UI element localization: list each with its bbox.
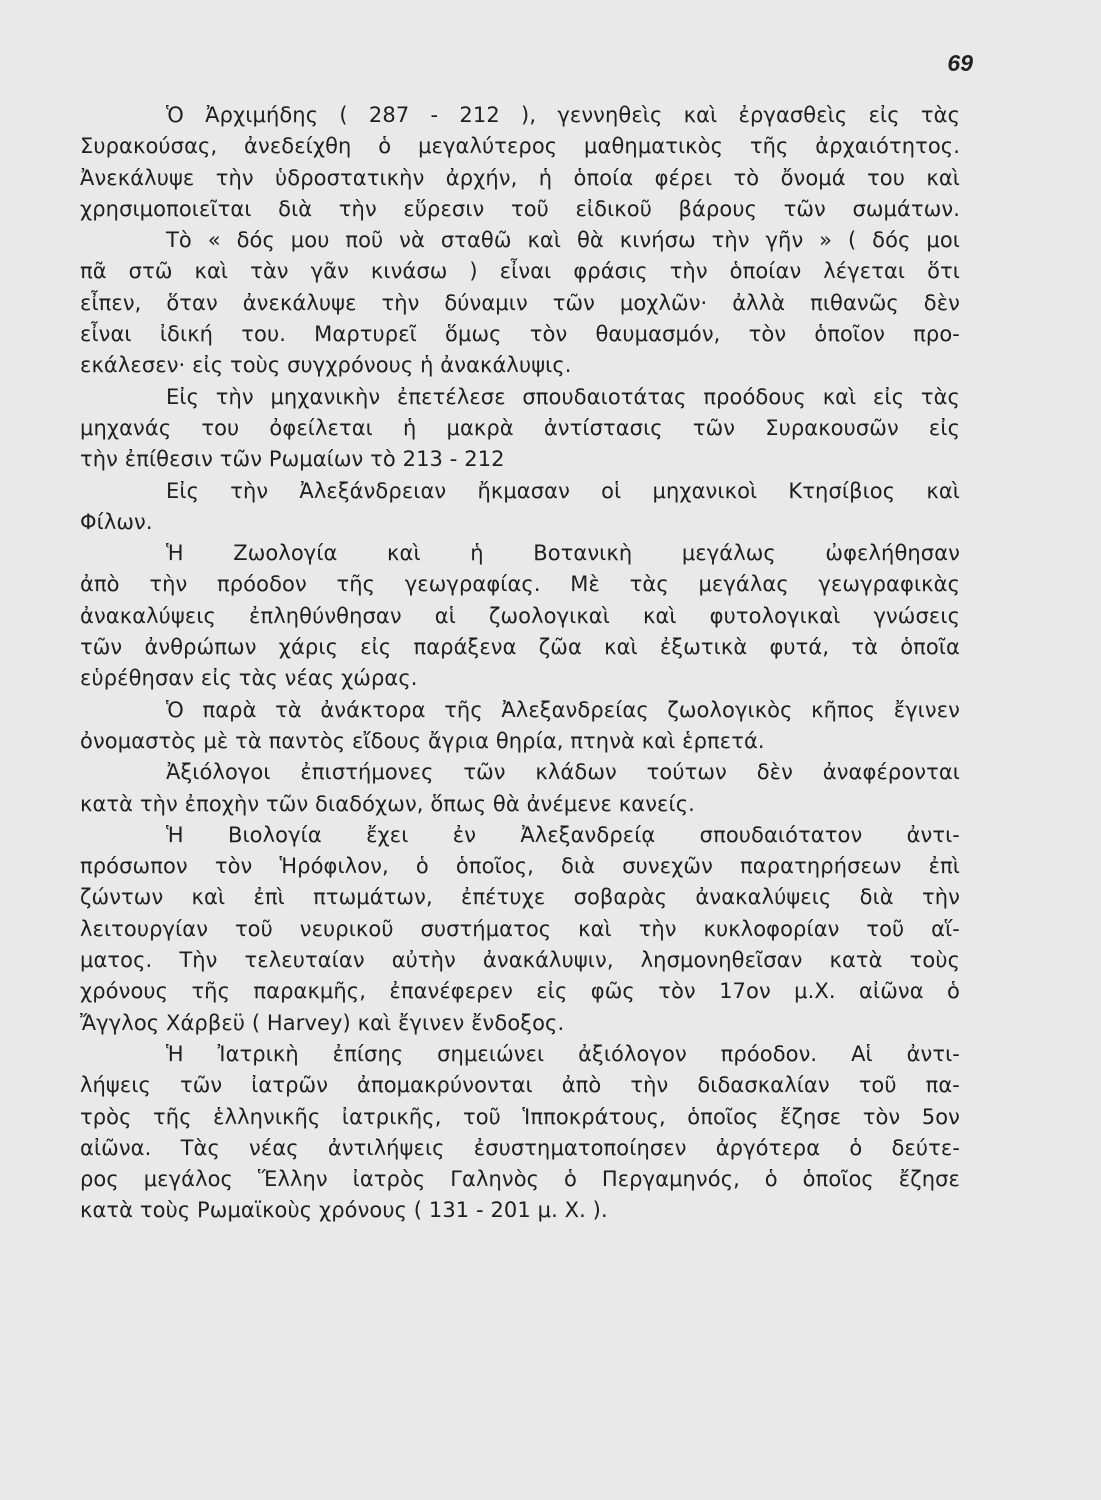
text-line: ἀνακαλύψεις ἐπληθύνθησαν αἱ ζωολογικαὶ καὶ φυτολογικαὶ γνώσεις xyxy=(80,603,960,628)
text-line: πρόσωπον τὸν Ἡρόφιλον, ὁ ὁποῖος, διὰ συνεχῶν παρατηρήσεων ἐπὶ xyxy=(80,854,960,879)
text-line: μηχανάς του ὀφείλεται ἡ μακρὰ ἀντίστασις τῶν Συρακουσῶν εἰς xyxy=(80,415,960,440)
text-line: Ἀξιόλογοι ἐπιστήμονες τῶν κλάδων τούτων δὲν ἀναφέρονται xyxy=(166,760,960,785)
text-line: Ἡ Ἰατρικὴ ἐπίσης σημειώνει ἀξιόλογον πρόοδον. Αἱ ἀντι- xyxy=(166,1041,960,1066)
text-line: Εἰς τὴν μηχανικὴν ἐπετέλεσε σπουδαιοτάτας προόδους καὶ εἰς τὰς xyxy=(166,384,960,409)
body-text xyxy=(80,100,960,1227)
text-line: Ὁ παρὰ τὰ ἀνάκτορα τῆς Ἀλεξανδρείας ζωολογικὸς κῆπος ἔγινεν xyxy=(166,697,960,722)
text-line: ρος μεγάλος Ἕλλην ἰατρὸς Γαληνὸς ὁ Περγαμηνός, ὁ ὁποῖος ἔζησε xyxy=(80,1167,960,1192)
text-line: Ἄγγλος Χάρβεϋ ( Harvey) καὶ ἔγινεν ἔνδοξος. xyxy=(80,1010,565,1035)
text-line: Ὁ Ἀρχιμήδης ( 287 - 212 ), γεννηθεὶς καὶ ἐργασθεὶς εἰς τὰς xyxy=(166,103,960,127)
text-line: Ἀνεκάλυψε τὴν ὑδροστατικὴν ἀρχήν, ἡ ὁποία φέρει τὸ ὄνομά του καὶ xyxy=(80,165,960,190)
text-line: κατὰ τοὺς Ρωμαϊκοὺς χρόνους ( 131 - 201 μ. Χ. ). xyxy=(80,1198,608,1223)
text-line: Φίλων. xyxy=(80,509,153,534)
text-line: ματος. Τὴν τελευταίαν αὐτὴν ἀνακάλυψιν, λησμονηθεῖσαν κατὰ τοὺς xyxy=(80,948,960,973)
text-line: χρόνους τῆς παρακμῆς, ἐπανέφερεν εἰς φῶς τὸν 17ον μ.Χ. αἰῶνα ὁ xyxy=(80,979,960,1004)
text-line: Εἰς τὴν Ἀλεξάνδρειαν ἤκμασαν οἱ μηχανικοὶ Κτησίβιος καὶ xyxy=(166,478,960,503)
page-number: 69 xyxy=(947,50,973,76)
text-line: λήψεις τῶν ἰατρῶν ἀπομακρύνονται ἀπὸ τὴν διδασκαλίαν τοῦ πα- xyxy=(80,1073,960,1098)
text-line: τὴν ἐπίθεσιν τῶν Ρωμαίων τὸ 213 - 212 xyxy=(80,447,505,472)
text-line: πᾶ στῶ καὶ τὰν γᾶν κινάσω ) εἶναι φράσις τὴν ὁποίαν λέγεται ὅτι xyxy=(80,259,960,284)
text-line: εὑρέθησαν εἰς τὰς νέας χώρας. xyxy=(80,666,418,691)
text-line: χρησιμοποιεῖται διὰ τὴν εὕρεσιν τοῦ εἰδικοῦ βάρους τῶν σωμάτων. xyxy=(80,196,960,221)
text-line: εἶπεν, ὅταν ἀνεκάλυψε τὴν δύναμιν τῶν μοχλῶν· ἀλλὰ πιθανῶς δὲν xyxy=(80,290,960,315)
text-line: ζώντων καὶ ἐπὶ πτωμάτων, ἐπέτυχε σοβαρὰς ἀνακαλύψεις διὰ τὴν xyxy=(80,885,960,910)
text-line: Ἡ Βιολογία ἔχει ἐν Ἀλεξανδρείᾳ σπουδαιότατον ἀντι- xyxy=(166,822,960,847)
text-line: Τὸ « δός μου ποῦ νὰ σταθῶ καὶ θὰ κινήσω τὴν γῆν » ( δός μοι xyxy=(166,228,960,253)
text-line: ὀνομαστὸς μὲ τὰ παντὸς εἴδους ἄγρια θηρία, πτηνὰ καὶ ἑρπετά. xyxy=(80,728,765,753)
text-line: κατὰ τὴν ἐποχὴν τῶν διαδόχων, ὅπως θὰ ἀνέμενε κανείς. xyxy=(80,791,695,816)
text-line: τῶν ἀνθρώπων χάρις εἰς παράξενα ζῶα καὶ ἐξωτικὰ φυτά, τὰ ὁποῖα xyxy=(80,635,960,660)
text-line: Συρακούσας, ἀνεδείχθη ὁ μεγαλύτερος μαθηματικὸς τῆς ἀρχαιότητος. xyxy=(80,134,960,159)
text-line: ἀπὸ τὴν πρόοδον τῆς γεωγραφίας. Μὲ τὰς μεγάλας γεωγραφικὰς xyxy=(80,572,960,597)
text-line: τρὸς τῆς ἑλληνικῆς ἰατρικῆς, τοῦ Ἱπποκράτους, ὁποῖος ἔζησε τὸν 5ον xyxy=(80,1104,960,1129)
text-line: αἰῶνα. Τὰς νέας ἀντιλήψεις ἐσυστηματοποίησεν ἀργότερα ὁ δεύτε- xyxy=(80,1135,960,1160)
text-line: εκάλεσεν· εἰς τοὺς συγχρόνους ἡ ἀνακάλυψις. xyxy=(80,353,572,378)
text-line: Ἡ Ζωολογία καὶ ἡ Βοτανικὴ μεγάλως ὠφελήθησαν xyxy=(166,541,960,566)
text-line: εἶναι ἰδική του. Μαρτυρεῖ ὅμως τὸν θαυμασμόν, τὸν ὁποῖον προ- xyxy=(80,322,960,347)
text-line: λειτουργίαν τοῦ νευρικοῦ συστήματος καὶ τὴν κυκλοφορίαν τοῦ αἵ- xyxy=(80,916,960,941)
